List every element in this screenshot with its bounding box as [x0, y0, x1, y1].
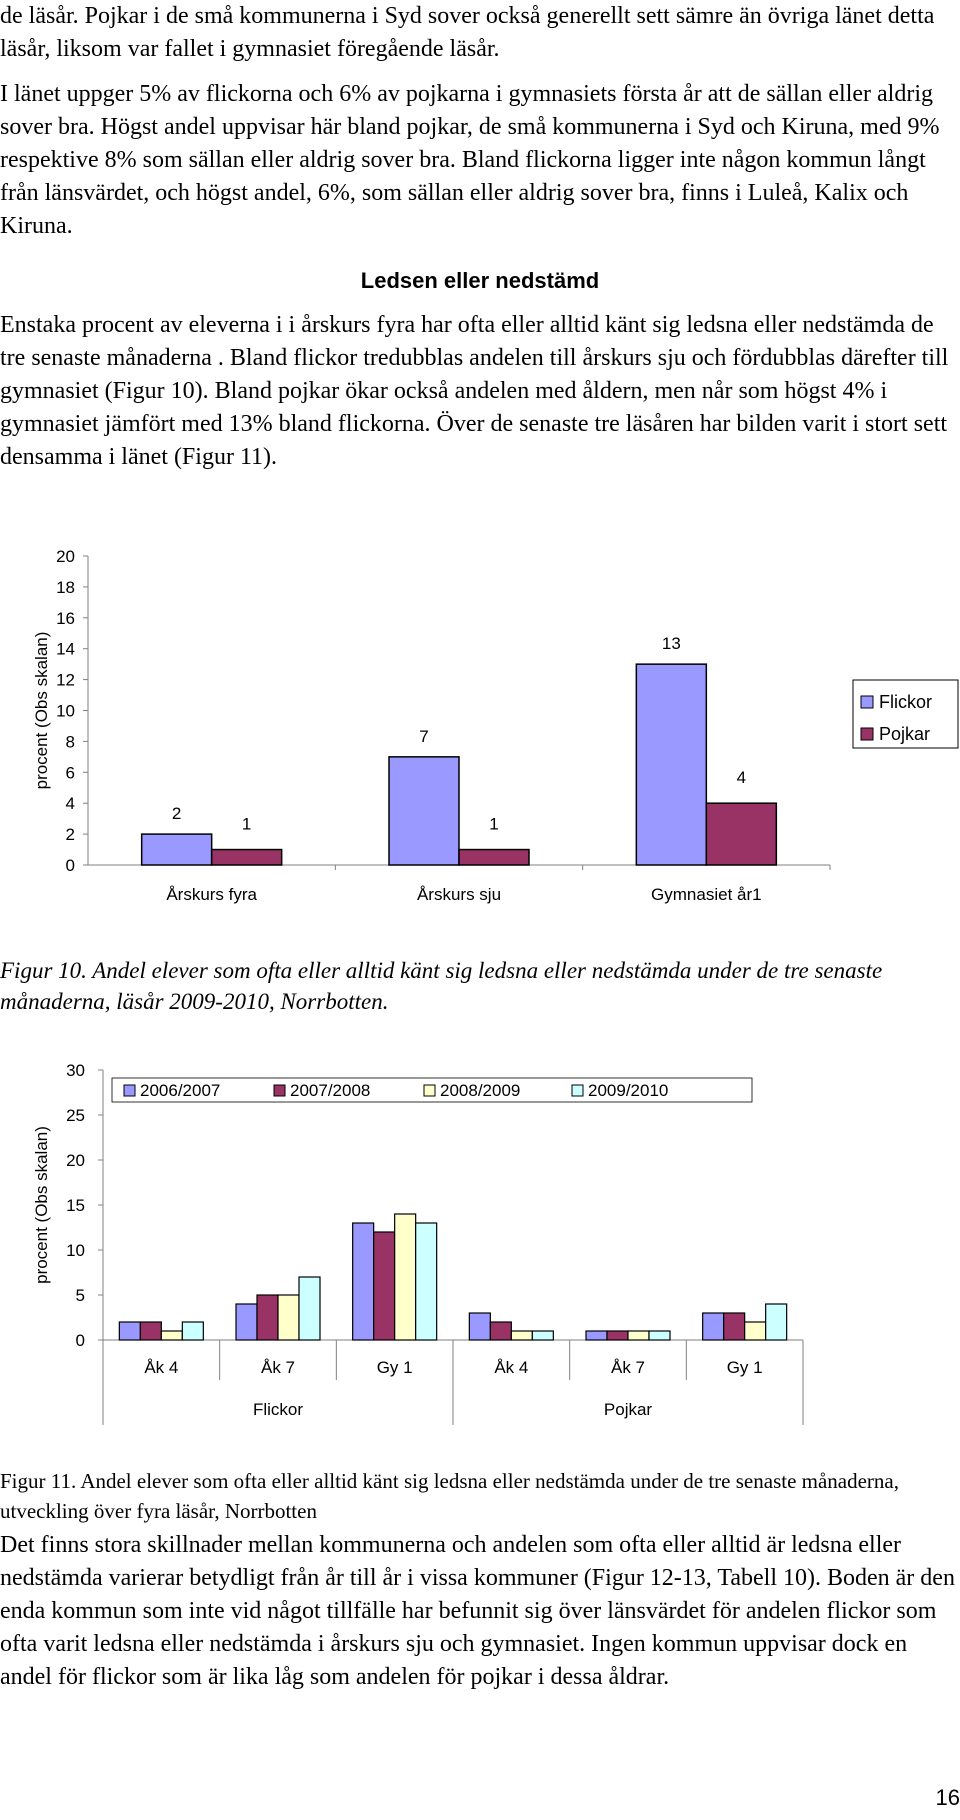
bar	[119, 1322, 140, 1340]
y-tick-label: 8	[65, 732, 75, 752]
legend-label: 2007/2008	[290, 1081, 371, 1100]
paragraph-sleep: I länet uppger 5% av flickorna och 6% av pojkarna i gymnasiets första år att de sällan eller aldrig sover bra. Högst andel uppvisar här bland pojkar, de små kommunerna i Syd och Kiruna, med 9% respektive 8% som sällan eller aldrig sover bra. Bland flickorna ligger inte någon kommun långt från länsvärdet, och högst andel, 6%, som sällan eller aldrig sover bra, finns i Luleå, Kalix och Kiruna.	[0, 81, 940, 239]
bar	[140, 1322, 161, 1340]
legend-swatch	[274, 1085, 285, 1096]
bar	[212, 850, 282, 865]
bar	[511, 1331, 532, 1340]
figure-10-caption: Figur 10. Andel elever som ofta eller alltid känt sig ledsna eller nedstämda under de tre senaste månaderna, läsår 2009-2010, Norrbotten.	[0, 958, 883, 1014]
paragraph-intro: de läsår. Pojkar i de små kommunerna i Syd sover också generellt sett sämre än övriga länet detta läsår, liksom var fallet i gymnasiet föregående läsår.	[0, 3, 935, 62]
y-axis-title: procent (Obs skalan)	[32, 631, 51, 790]
legend-swatch	[861, 728, 873, 740]
bar	[236, 1304, 257, 1340]
page-number: 16	[935, 1785, 960, 1810]
bar	[257, 1295, 278, 1340]
bar	[374, 1232, 395, 1340]
bar	[161, 1331, 182, 1340]
legend-label: 2008/2009	[440, 1081, 521, 1100]
bar	[636, 664, 706, 865]
y-tick-label: 0	[65, 856, 75, 875]
legend-swatch	[861, 696, 873, 708]
y-tick-label: 18	[56, 577, 75, 597]
bar	[724, 1313, 745, 1340]
legend-label: 2009/2010	[588, 1081, 669, 1100]
y-tick-label: 10	[66, 1241, 85, 1260]
y-tick-label: 14	[56, 639, 75, 659]
paragraph-municipalities: Det finns stora skillnader mellan kommunerna och andelen som ofta eller alltid är ledsna eller nedstämda varierar betydligt från år till år i vissa kommuner (Figur 12-13, Tabell 10). Boden är den enda kommun som inte vid något tillfälle har befunnit sig över länsvärdet för andelen flickor som ofta varit ledsna eller nedstämda i årskurs sju och gymnasiet. Ingen kommun uppvisar dock en andel för flickor som är lika låg som andelen för pojkar i dessa åldrar.	[0, 1532, 955, 1690]
bar	[766, 1304, 787, 1340]
category-label: Årskurs sju	[416, 885, 502, 904]
y-tick-label: 25	[66, 1106, 85, 1125]
paragraph-sadness: Enstaka procent av eleverna i i årskurs fyra har ofta eller alltid känt sig ledsna eller nedstämda de tre senaste månaderna . Bland flickor tredubblas andelen till årskurs sju och fördubblas därefter till gymnasiet (Figur 10). Bland pojkar ökar också andelen med åldern, men når som högst 4% i gymnasiet jämfört med 13% bland flickorna. Över de senaste tre läsåren har bilden varit i stort sett densamma i länet (Figur 11).	[0, 312, 949, 470]
data-label: 1	[241, 814, 252, 834]
figure-11-chart	[0, 1050, 960, 1430]
bar	[490, 1322, 511, 1340]
legend-label: Flickor	[879, 692, 932, 712]
bar	[459, 850, 529, 865]
data-label: 7	[419, 726, 429, 746]
y-tick-label: 5	[75, 1286, 85, 1305]
bar	[649, 1331, 670, 1340]
data-label: 1	[489, 814, 499, 834]
y-tick-label: 20	[56, 547, 75, 566]
bar	[389, 757, 459, 865]
category-label: Åk 4	[144, 1358, 179, 1377]
legend-label: 2006/2007	[140, 1081, 221, 1100]
bar	[469, 1313, 490, 1340]
bar	[416, 1223, 437, 1340]
legend-swatch	[424, 1085, 435, 1096]
bar	[532, 1331, 553, 1340]
legend-swatch	[124, 1085, 135, 1096]
y-tick-label: 30	[66, 1061, 85, 1080]
bar	[586, 1331, 607, 1340]
y-tick-label: 15	[66, 1196, 85, 1215]
legend-swatch	[572, 1085, 583, 1096]
y-tick-label: 4	[65, 794, 75, 814]
y-tick-label: 2	[65, 825, 75, 845]
bar	[299, 1277, 320, 1340]
legend-label: Pojkar	[879, 724, 931, 744]
section-heading: Ledsen eller nedstämd	[360, 268, 600, 293]
y-axis-title: procent (Obs skalan)	[32, 1126, 51, 1284]
category-label: Gymnasiet år1	[651, 885, 762, 904]
category-label: Åk 4	[494, 1358, 529, 1377]
category-label: Åk 7	[260, 1358, 296, 1377]
bar	[628, 1331, 649, 1340]
category-label: Åk 7	[610, 1358, 646, 1377]
bar	[706, 803, 776, 865]
bar	[745, 1322, 766, 1340]
bar	[395, 1214, 416, 1340]
bar	[353, 1223, 374, 1340]
bar	[278, 1295, 299, 1340]
figure-10-chart	[0, 540, 960, 920]
category-label: Årskurs fyra	[166, 885, 258, 904]
bar	[607, 1331, 628, 1340]
bar	[703, 1313, 724, 1340]
data-label: 2	[171, 804, 182, 824]
category-label: Gy 1	[376, 1358, 413, 1377]
y-tick-label: 16	[56, 608, 75, 628]
bar	[142, 834, 212, 865]
bar	[182, 1322, 203, 1340]
y-tick-label: 0	[75, 1331, 85, 1350]
data-label: 13	[661, 634, 681, 654]
group-label: Flickor	[252, 1400, 304, 1419]
y-tick-label: 6	[65, 763, 75, 783]
data-label: 4	[736, 768, 747, 788]
figure-11-caption: Figur 11. Andel elever som ofta eller alltid känt sig ledsna eller nedstämda under de tre senaste månaderna, utveckling över fyra läsår, Norrbotten	[0, 1469, 900, 1523]
category-label: Gy 1	[726, 1358, 763, 1377]
y-tick-label: 10	[56, 701, 75, 721]
y-tick-label: 20	[66, 1151, 85, 1170]
group-label: Pojkar	[603, 1400, 653, 1419]
y-tick-label: 12	[56, 670, 75, 690]
